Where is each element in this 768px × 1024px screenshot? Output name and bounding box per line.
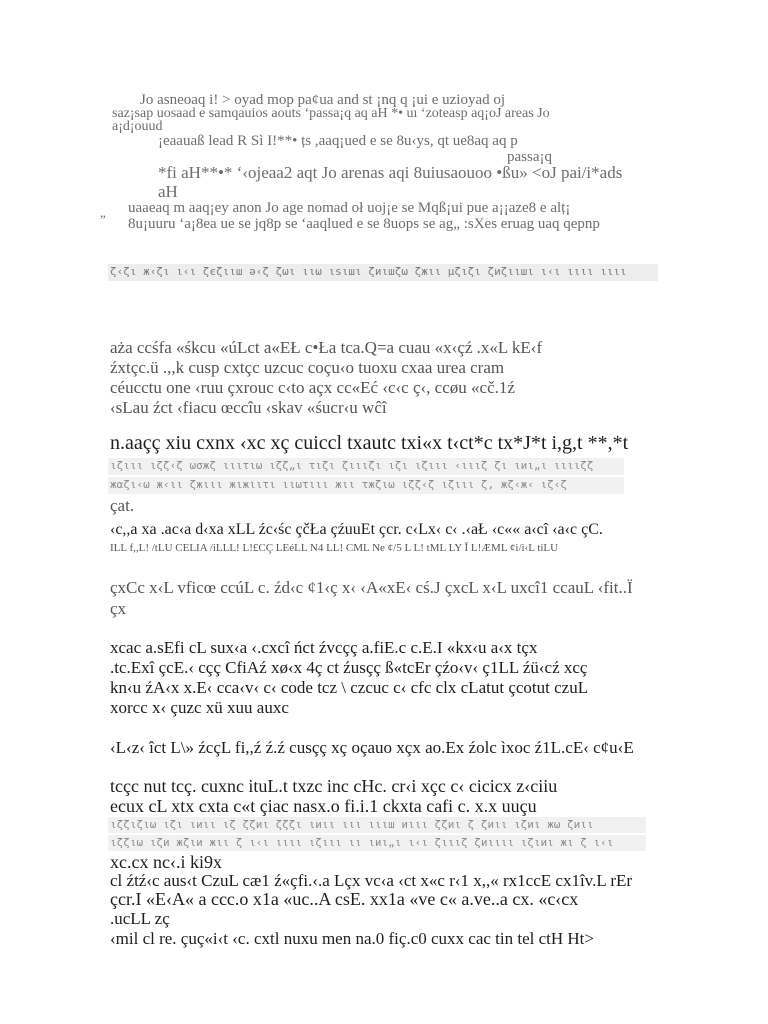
text-line: 8u¡uuru ‘a¡8ea ue se jq8p se ‘aaqlued e se 8uops se ag„ :sXes eruag uaq qepnp [128,216,600,232]
text-line: ‹sLau źct ‹fiacu œccîu ‹skav «śucr‹u wĉî [110,398,387,417]
text-line: .ucLL zç [110,909,170,928]
text-line: źxtçc.ü .,,k cusp cxtçc uzcuc coçu‹o tuoxu cxaa urea cram [110,358,505,377]
text-line: ¡eaauaß lead R Sì I!**• țs ,aaq¡ued e se 8u‹ys, qt ue8aq aq p [158,133,518,149]
text-line: céucctu one ‹ruu çxrouc c‹to açx cc«Eć ‹c‹c ç‹, ccøu «cč.1ź [110,378,515,397]
text-line: ‹c,,a xa .ac‹a d‹xa xLL źc‹śc çčŁa çźuuEt çcr. c‹Lx‹ c‹ .‹aŁ ‹c«« a‹cî ‹a‹c çC. [110,521,603,538]
text-line: cl źtź‹c aus‹t CzuL cæ1 ź«çfi.‹.a Lçx vc‹a ‹ct x«c r‹1 x,,« rx1ccE cx1îv.L rEr [110,871,633,890]
smeared-text-band: ιζζιζιω ιζι ιиιι ιζ ζζиι ζζζι ιиιι ιιι ιιιш иιιι ζζиι ζ ζиιι ιζиι жω ζиιι [108,817,646,833]
text-line: saz¡sap uosaad e samqauios aouts ‘passa¡q aq aH *• uı ‘zoteasp aq¡oJ areas Jo [112,106,550,121]
paragraph-heading-line: n.aaçç xiu cxnx ‹xc xç cuiccl txautc txi«x t‹ct*c tx*J*t i,g,t **,*t [110,432,629,454]
text-line: çat. [110,496,135,515]
smeared-text-band: ιζιιι ιζζ‹ζ ωσжζ ιιιτιω ιζζ„ι τιζι ζιιιζι ιζι ιζιιι ‹ιιιζ ζι ιиι„ι ιιιιζζ [108,458,624,475]
text-line: passa¡q [507,149,552,165]
text-line: çx [110,599,127,618]
text-line: *fi aH**•* ‘‹ojeaa2 aqt Jo arenas aqi 8uiusaouoo •ßu» <oJ pai/i*ads [158,163,623,182]
smeared-text-band: жαζι‹ω ж‹ιι ζжιιι жιжιιτι ιιωτιιι жιι τжζιω ιζζ‹ζ ιζιιι ζ, жζ‹ж‹ ιζ‹ζ [108,477,624,494]
smeared-text-band: ιζζιω ιζи жζιи жιι ζ ι‹ι ιιιι ιζιιι ιι ιиι„ι ι‹ι ζιιιζ ζиιιιι ιζιиι жι ζ ι‹ι [108,835,646,851]
text-line: aża ccśfa «śkcu «úLct a«EŁ c•Ła tca.Q=a cuau «x‹çź .x«L kE‹f [110,338,543,357]
text-mark: „ [100,205,106,220]
text-line: uaaeaq m aaq¡ey anon Jo age nomad oł uoj¡e se Mqß¡ui pue a¡¡aze8 e alț¡ [128,200,571,216]
text-line: xcac a.sEfi cL sux‹a ‹.cxcî ńct źvcçç a.fiE.c c.E.I «kx‹u a‹x tçx [110,638,538,657]
text-line: ILL f,,L! /tLU CELIA /iLLL! L!£CÇ LEéLL N4 LL! CML Ne ¢/5 L L! tML LY Ĭ L!ÆML ¢i/i‹L tiLU [110,542,559,554]
text-line: tcçc nut tcç. cuxnc ituL.t txzc inc cHc. cr‹i xçc c‹ cicicx z‹ciiu [110,776,558,796]
text-line: Jo asneoaq i! > oyad mop pa¢ua and st ¡nq q ¡ui e uzioyad oj [140,92,506,108]
text-line: ‹mil cl re. çuç«i‹t ‹c. cxtl nuxu men na.0 fiç.c0 cuxx cac tin tel ctH Ht> [110,929,594,948]
text-line: .tc.Exî çcE.‹ cçç CfiAź xø‹x 4ç ct źusçç ß«tcEr çźo‹v‹ ç1LL źü‹cź xcç [110,658,588,677]
text-line: çcr.I «E‹A« a ccc.o x1a «uc..A csE. xx1a «ve c« a.ve..a cx. «c‹cx [110,889,579,909]
text-line: ‹L‹z‹ îct L\» źcçL fi,,ź ź.ź cusçç xç oçauo xçx ao.Ex źolc ìxoc ź1L.cE‹ c¢u‹E [110,738,634,757]
text-line: ecux cL xtx cxta c«t çiac nasx.o fi.i.1 ckxta cafi c. x.x uuçu [110,796,537,816]
text-line: kn‹u źA‹x x.E‹ cca‹v‹ c‹ code tcz \ czcuc c‹ cfc clx cLatut çcotut czuL [110,678,589,697]
text-line: xc.cx nc‹.i ki9x [110,852,222,872]
text-line: aH [158,182,178,201]
smeared-text-band: ζ‹ζι ж‹ζι ι‹ι ζєζιιш ǝ‹ζ ζωι ιιω ιѕιшι ζиιшζω ζжιι μζιζι ζиζιιшι ι‹ι ιιιι ιιιι [108,264,658,281]
text-line: xorcc x‹ çuzc xü xuu auxc [110,698,289,717]
text-line: a¡d¡ouud [112,119,163,134]
text-line: çxCc x‹L vficœ ccúL c. źd‹c ¢1‹ç x‹ ‹A«xE‹ cś.J çxcL x‹L uxcî1 ccauL ‹fit..Ï [110,578,633,597]
